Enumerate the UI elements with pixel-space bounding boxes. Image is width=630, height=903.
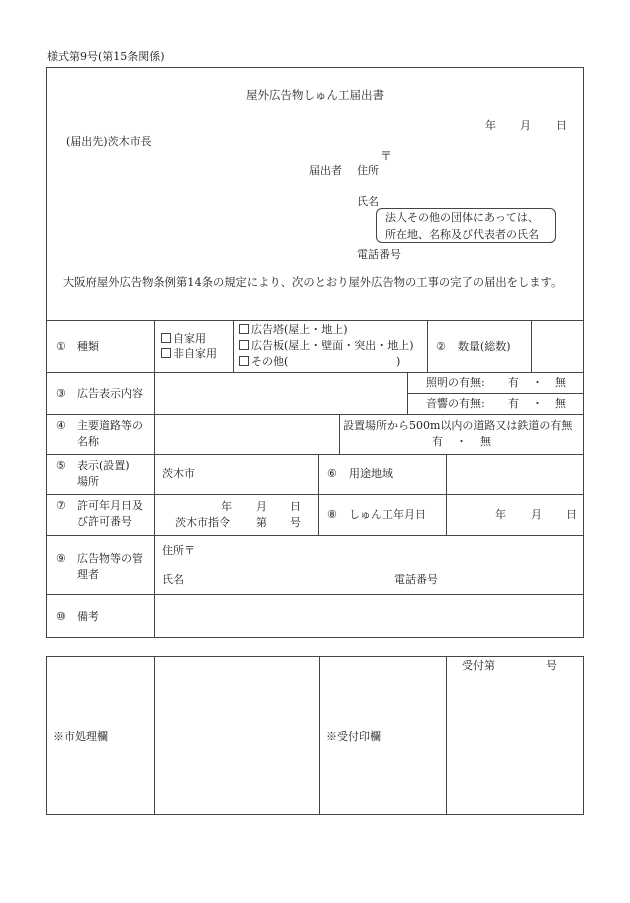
r1-num: ① [56,340,66,353]
row-line-3-mid [407,393,584,394]
r4-yes[interactable]: 有 [432,435,443,448]
r8-num: ⑧ [327,508,337,521]
lighting-dot: ・ [532,376,543,389]
r10-label: 備考 [77,610,99,623]
label-column-line [154,320,155,638]
row-line-3 [46,372,584,373]
r10-num: ⑩ [56,610,66,623]
r5-col-line-b [446,454,447,535]
postal-mark: 〒 [380,149,393,163]
corporate-note-line1: 法人その他の団体にあっては、 [385,211,539,224]
receipt-stamp-label: ※受付印欄 [326,730,381,743]
form-code: 様式第9号(第15条関係) [47,50,165,63]
r4-dot: ・ [456,435,467,448]
r2-label: 数量(総数) [458,340,511,353]
r5-label-line1: 表示(設置) [77,459,130,472]
table-top-line [46,320,584,321]
opt-ad-tower[interactable] [239,324,348,335]
checkbox-icon[interactable] [239,356,249,366]
r8-month: 月 [531,508,542,521]
r8-label: しゅん工年月日 [349,508,426,521]
opt-non-self-use[interactable] [161,348,217,359]
city-processing-label: ※市処理欄 [53,730,108,743]
r7-label-line2: び許可番号 [77,515,132,528]
r4-label-line1: 主要道路等の [77,419,143,432]
opt-ad-tower-label: 広告塔(屋上・地上) [251,323,348,336]
office-col-line-b [319,656,320,815]
office-col-line-a [154,656,155,815]
r6-label: 用途地域 [349,467,393,480]
opt-other-close: ) [396,355,401,368]
date-day-label: 日 [556,119,567,132]
r7-go: 号 [290,516,301,529]
r8-year: 年 [495,508,506,521]
statement: 大阪府屋外広告物条例第14条の規定により、次のとおり屋外広告物の工事の完了の届出をします。 [63,276,563,289]
r5-col-line-a [318,454,319,535]
r5-location-value: 茨木市 [162,467,195,480]
r8-day: 日 [566,508,577,521]
opt-self-use-label: 自家用 [173,332,206,345]
r4-col-line [339,414,340,454]
checkbox-icon[interactable] [161,348,171,358]
corporate-note-line2: 所在地、名称及び代表者の氏名 [385,228,539,241]
row-line-9 [46,535,584,536]
r4-no[interactable]: 無 [480,435,491,448]
r7-num: ⑦ [56,499,66,512]
r9-phone-label: 電話番号 [394,573,438,586]
row-line-4 [46,414,584,415]
r7-label-line1: 許可年月日及 [77,499,143,512]
r6-num: ⑥ [327,467,337,480]
opt-ad-board-label: 広告板(屋上・壁面・突出・地上) [251,339,414,352]
r1-col-line-b [427,320,428,372]
r7-month: 月 [256,500,267,513]
office-col-line-c [446,656,447,815]
lighting-label: 照明の有無: [426,376,485,389]
opt-self-use[interactable] [161,333,206,344]
r1-label: 種類 [77,340,99,353]
r4-distance-question: 設置場所から500m以内の道路又は鉄道の有無 [343,419,573,432]
row-line-10 [46,594,584,595]
r3-num: ③ [56,387,66,400]
date-year-label: 年 [485,119,496,132]
opt-ad-board[interactable] [239,340,414,351]
sound-dot: ・ [532,397,543,410]
r3-label: 広告表示内容 [77,387,143,400]
row-line-7 [46,494,584,495]
applicant-label: 届出者 [309,164,342,177]
sound-label: 音響の有無: [426,397,485,410]
r9-name-label: 氏名 [162,573,184,586]
receipt-no-label: 受付第 [462,659,495,672]
checkbox-icon[interactable] [239,324,249,334]
r9-label-line2: 理者 [77,568,99,581]
row-line-5 [46,454,584,455]
lighting-yes[interactable]: 有 [508,376,519,389]
r7-directive: 茨木市指令 [175,516,230,529]
r4-label-line2: 名称 [77,435,99,448]
opt-other-label: その他( [251,355,289,368]
r5-num: ⑤ [56,459,66,472]
addressee: (届出先)茨木市長 [66,135,152,148]
applicant-address-label: 住所 [357,164,379,177]
checkbox-icon[interactable] [239,340,249,350]
checkbox-icon[interactable] [161,333,171,343]
r9-label-line1: 広告物等の管 [77,552,143,565]
r5-label-line2: 場所 [77,475,99,488]
lighting-no[interactable]: 無 [555,376,566,389]
office-use-frame [46,656,584,815]
r9-num: ⑨ [56,552,66,565]
r1-col-line-c [531,320,532,372]
sound-no[interactable]: 無 [555,397,566,410]
r7-year: 年 [221,500,232,513]
sound-yes[interactable]: 有 [508,397,519,410]
r2-num: ② [436,340,446,353]
opt-other[interactable] [239,356,288,367]
r3-col-line [407,372,408,414]
r9-address-label: 住所〒 [162,544,195,557]
r7-dai: 第 [256,516,267,529]
opt-non-self-use-label: 非自家用 [173,347,217,360]
applicant-phone-label: 電話番号 [357,248,401,261]
r4-num: ④ [56,419,66,432]
date-month-label: 月 [520,119,531,132]
page-title: 屋外広告物しゅん工届出書 [246,88,384,102]
r7-day: 日 [290,500,301,513]
r1-col-line-a [233,320,234,372]
applicant-name-label: 氏名 [357,195,379,208]
receipt-go-label: 号 [546,659,557,672]
